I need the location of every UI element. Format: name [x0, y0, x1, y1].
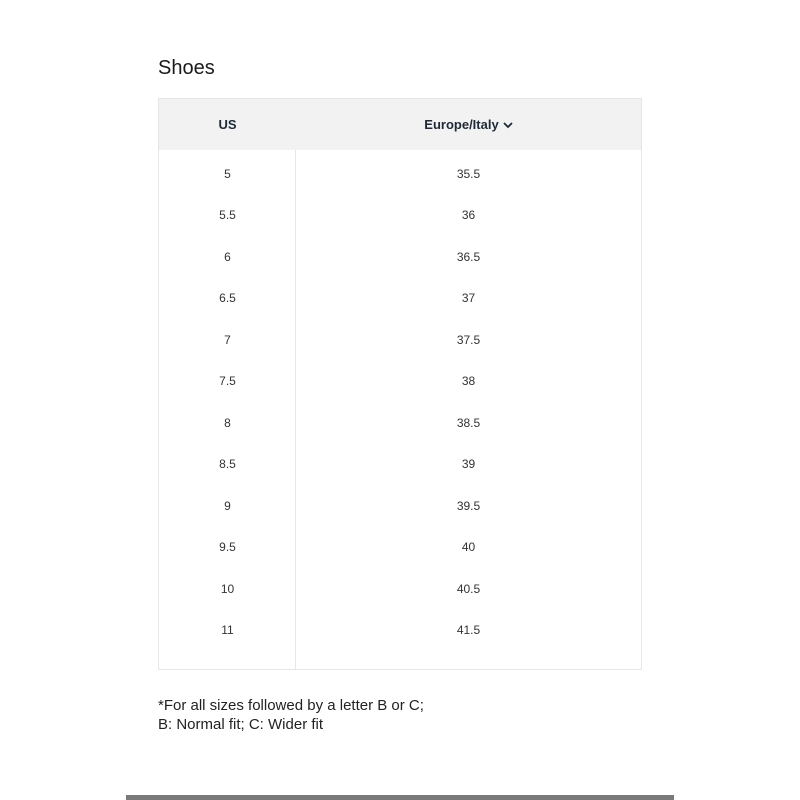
table-row — [159, 361, 641, 403]
cell-us: 5 — [224, 166, 231, 181]
table-row — [159, 610, 641, 652]
table-row — [159, 236, 641, 278]
table-row — [159, 278, 641, 320]
cell-us: 5.5 — [219, 208, 236, 223]
table-row — [159, 319, 641, 361]
cell-eu: 38.5 — [456, 415, 481, 430]
fit-note-line-1: *For all sizes followed by a letter B or C; — [158, 697, 424, 714]
chevron-down-icon — [503, 121, 513, 129]
cell-us: 7 — [224, 332, 231, 347]
region-select[interactable] — [296, 117, 641, 132]
table-body — [159, 150, 641, 669]
region-select-label: Europe/Italy — [424, 117, 499, 132]
cell-us: 6.5 — [219, 291, 236, 306]
table-row — [159, 402, 641, 444]
table-row — [159, 568, 641, 610]
table-row — [159, 444, 641, 486]
table-row — [159, 153, 641, 195]
cell-eu: 40.5 — [456, 581, 481, 596]
cell-us: 8.5 — [219, 457, 236, 472]
cell-us: 11 — [221, 623, 234, 638]
cell-eu: 35.5 — [456, 166, 481, 181]
cell-eu: 38 — [461, 374, 476, 389]
cell-us: 6 — [224, 249, 231, 264]
cell-eu: 37.5 — [456, 332, 481, 347]
cell-us: 7.5 — [219, 374, 236, 389]
table-row — [159, 527, 641, 569]
page-title: Shoes — [158, 57, 215, 79]
fit-note-line-2: B: Normal fit; C: Wider fit — [158, 716, 324, 733]
cell-eu: 37 — [461, 291, 476, 306]
cell-us: 9 — [224, 498, 231, 513]
scroll-indicator — [126, 795, 674, 800]
cell-eu: 41.5 — [456, 623, 481, 638]
table-row — [159, 485, 641, 527]
table-row — [159, 195, 641, 237]
cell-eu: 36.5 — [456, 249, 481, 264]
cell-eu: 39.5 — [456, 498, 481, 513]
cell-eu: 39 — [461, 457, 476, 472]
cell-us: 8 — [224, 415, 231, 430]
cell-us: 10 — [220, 581, 235, 596]
fit-note — [158, 696, 424, 734]
header-us: US — [218, 117, 237, 132]
cell-us: 9.5 — [219, 540, 236, 555]
cell-eu: 36 — [461, 208, 476, 223]
table-header — [159, 99, 641, 150]
size-table — [158, 98, 642, 670]
cell-eu: 40 — [461, 540, 476, 555]
